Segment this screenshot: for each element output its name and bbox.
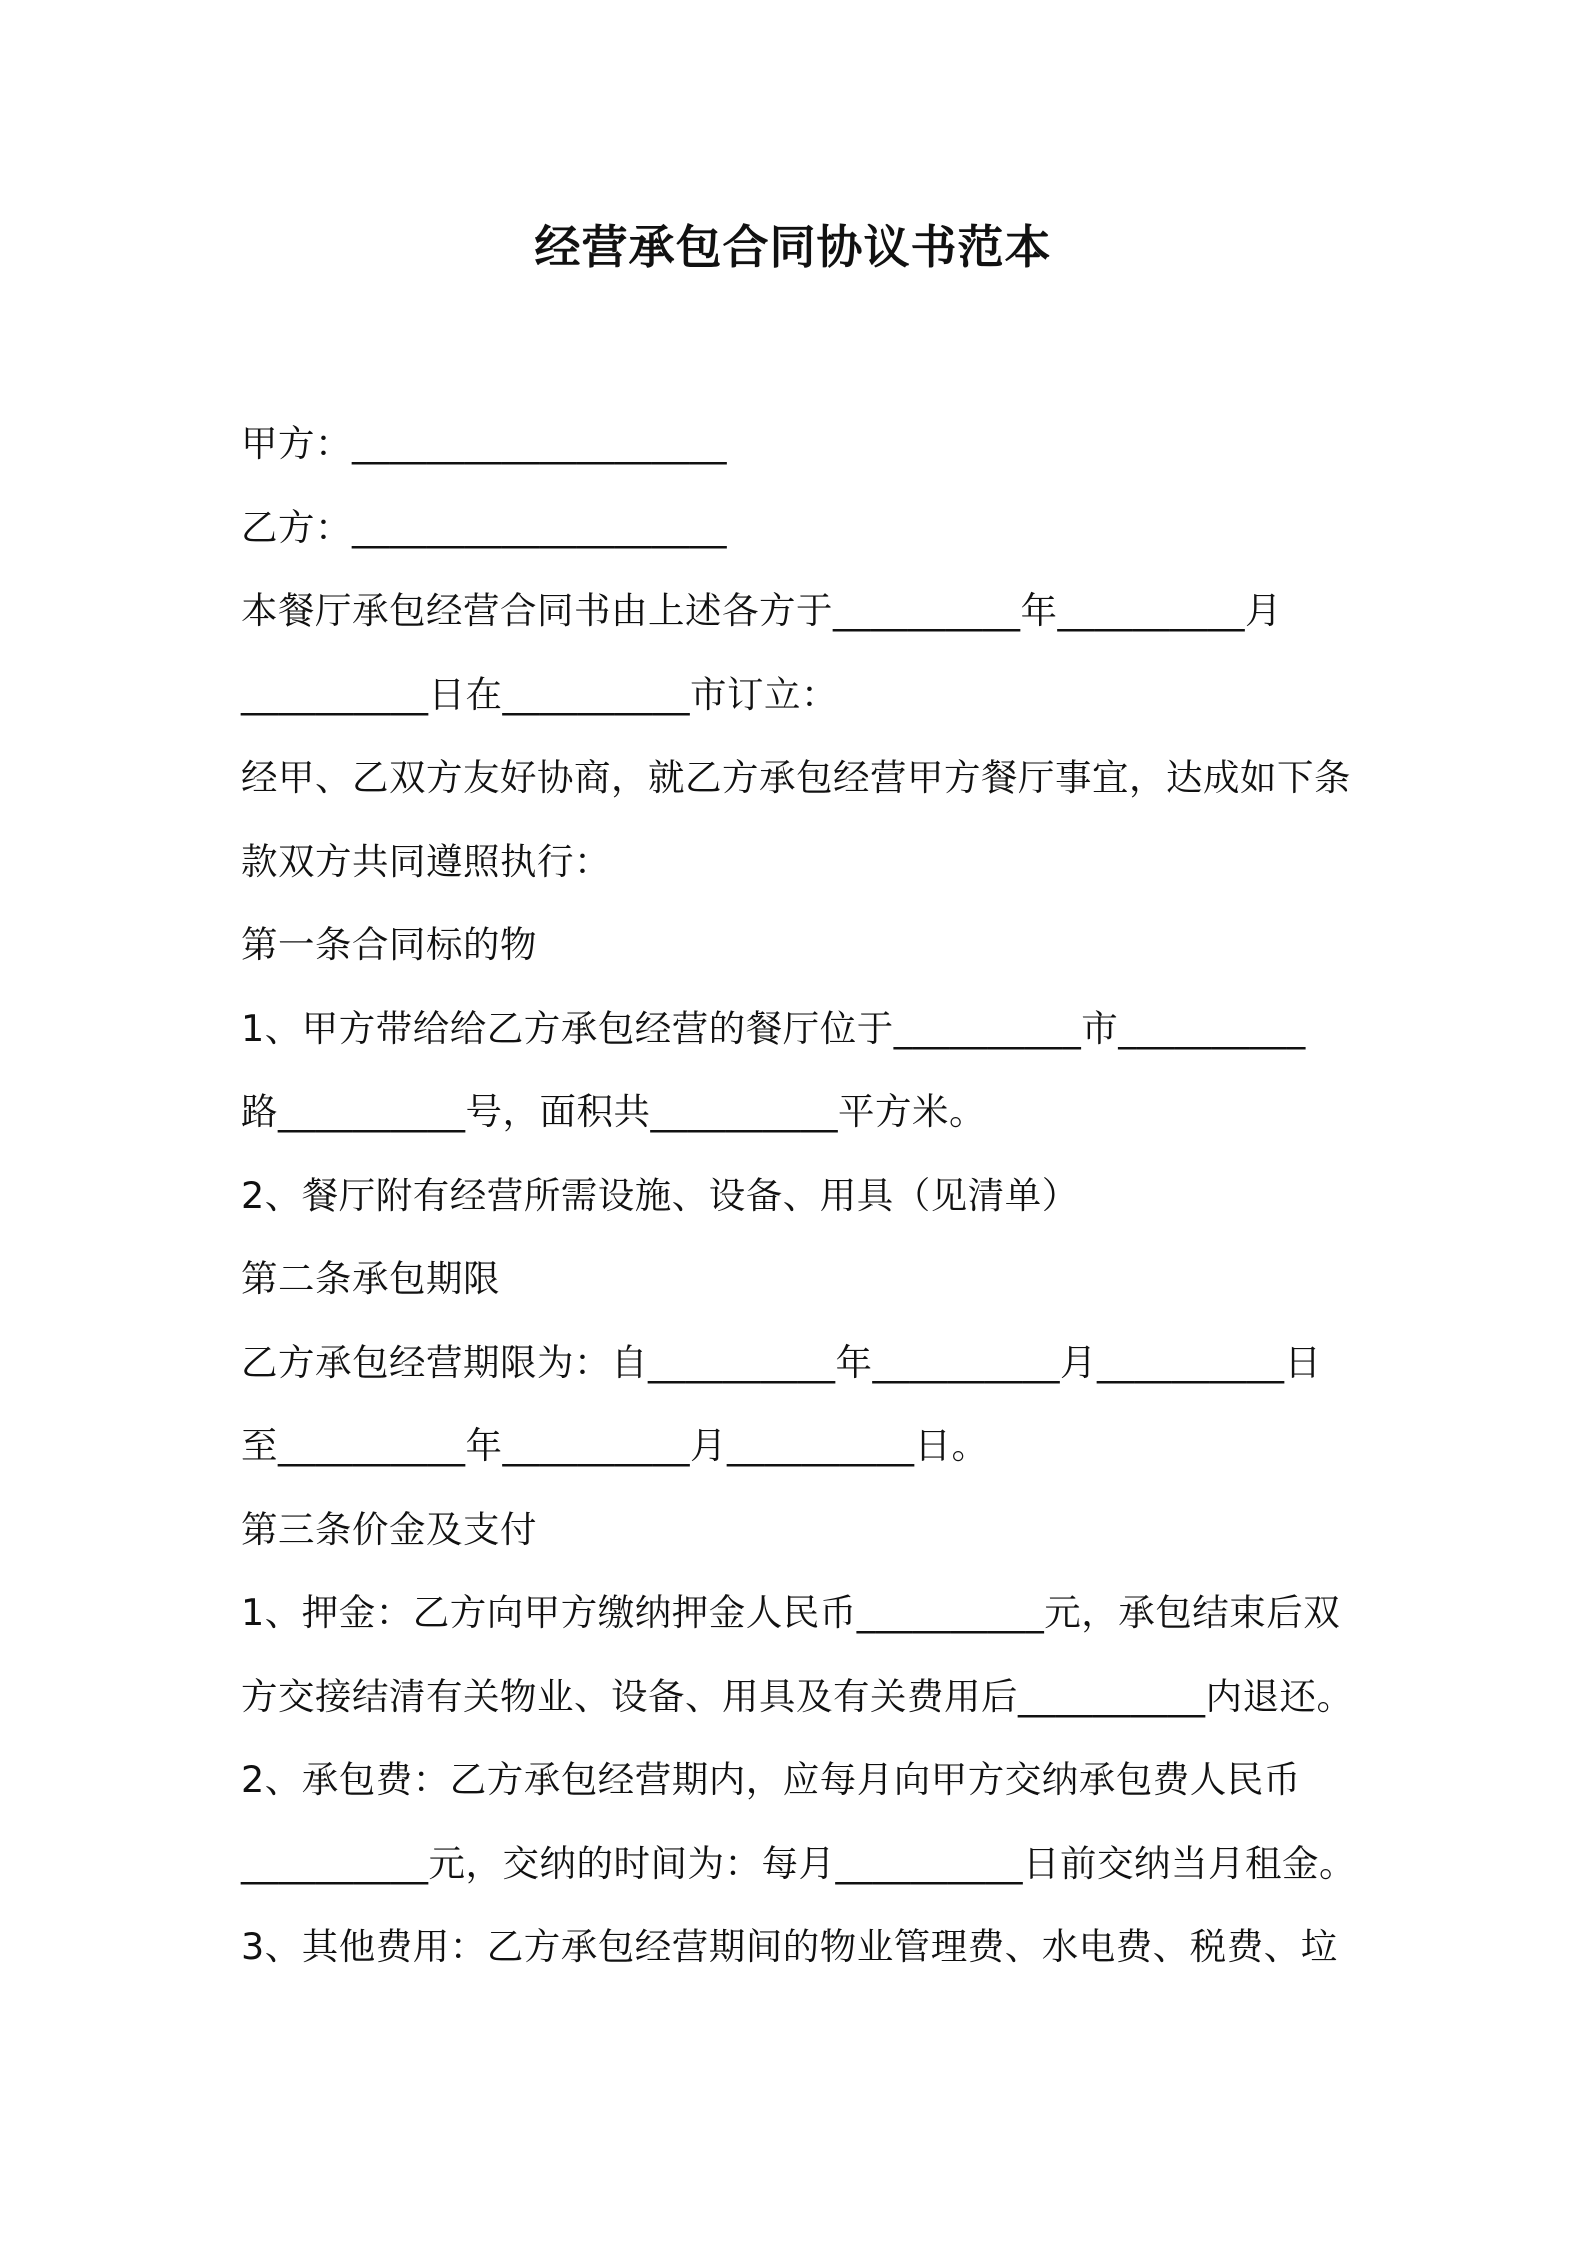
- clause-line: 方交接结清有关物业、设备、用具及有关费用后__________内退还。: [241, 1674, 1354, 1718]
- party-a-line: 甲方：____________________: [241, 422, 727, 465]
- article-heading: 第一条合同标的物: [241, 923, 537, 966]
- document-body: [241, 402, 1361, 1989]
- signing-place-line: __________日在__________市订立：: [241, 672, 838, 716]
- clause-line: 至__________年__________月__________日。: [241, 1424, 989, 1467]
- clause-line: 2、承包费：乙方承包经营期内，应每月向甲方交纳承包费人民币: [241, 1758, 1301, 1801]
- article-heading: 第三条价金及支付: [241, 1507, 537, 1551]
- clause-line: 乙方承包经营期限为：自__________年__________月__________日: [241, 1340, 1322, 1384]
- clause-line: 3、其他费用：乙方承包经营期间的物业管理费、水电费、税费、垃: [241, 1925, 1338, 1968]
- preamble-line: 经甲、乙双方友好协商，就乙方承包经营甲方餐厅事宜，达成如下条: [241, 756, 1351, 799]
- clause-line: __________元，交纳的时间为：每月__________日前交纳当月租金。: [241, 1841, 1356, 1885]
- clause-line: 1、押金：乙方向甲方缴纳押金人民币__________元，承包结束后双: [241, 1591, 1341, 1634]
- document-title: 经营承包合同协议书范本: [534, 220, 1052, 274]
- clause-line: 1、甲方带给给乙方承包经营的餐厅位于__________市__________: [241, 1006, 1306, 1050]
- party-b-line: 乙方：____________________: [241, 505, 727, 549]
- clause-line: 路__________号，面积共__________平方米。: [241, 1090, 986, 1133]
- preamble-line: 款双方共同遵照执行：: [241, 839, 611, 883]
- clause-line: 2、餐厅附有经营所需设施、设备、用具（见清单）: [241, 1173, 1079, 1217]
- article-heading: 第二条承包期限: [241, 1257, 500, 1300]
- signing-date-line: 本餐厅承包经营合同书由上述各方于__________年__________月: [241, 589, 1282, 632]
